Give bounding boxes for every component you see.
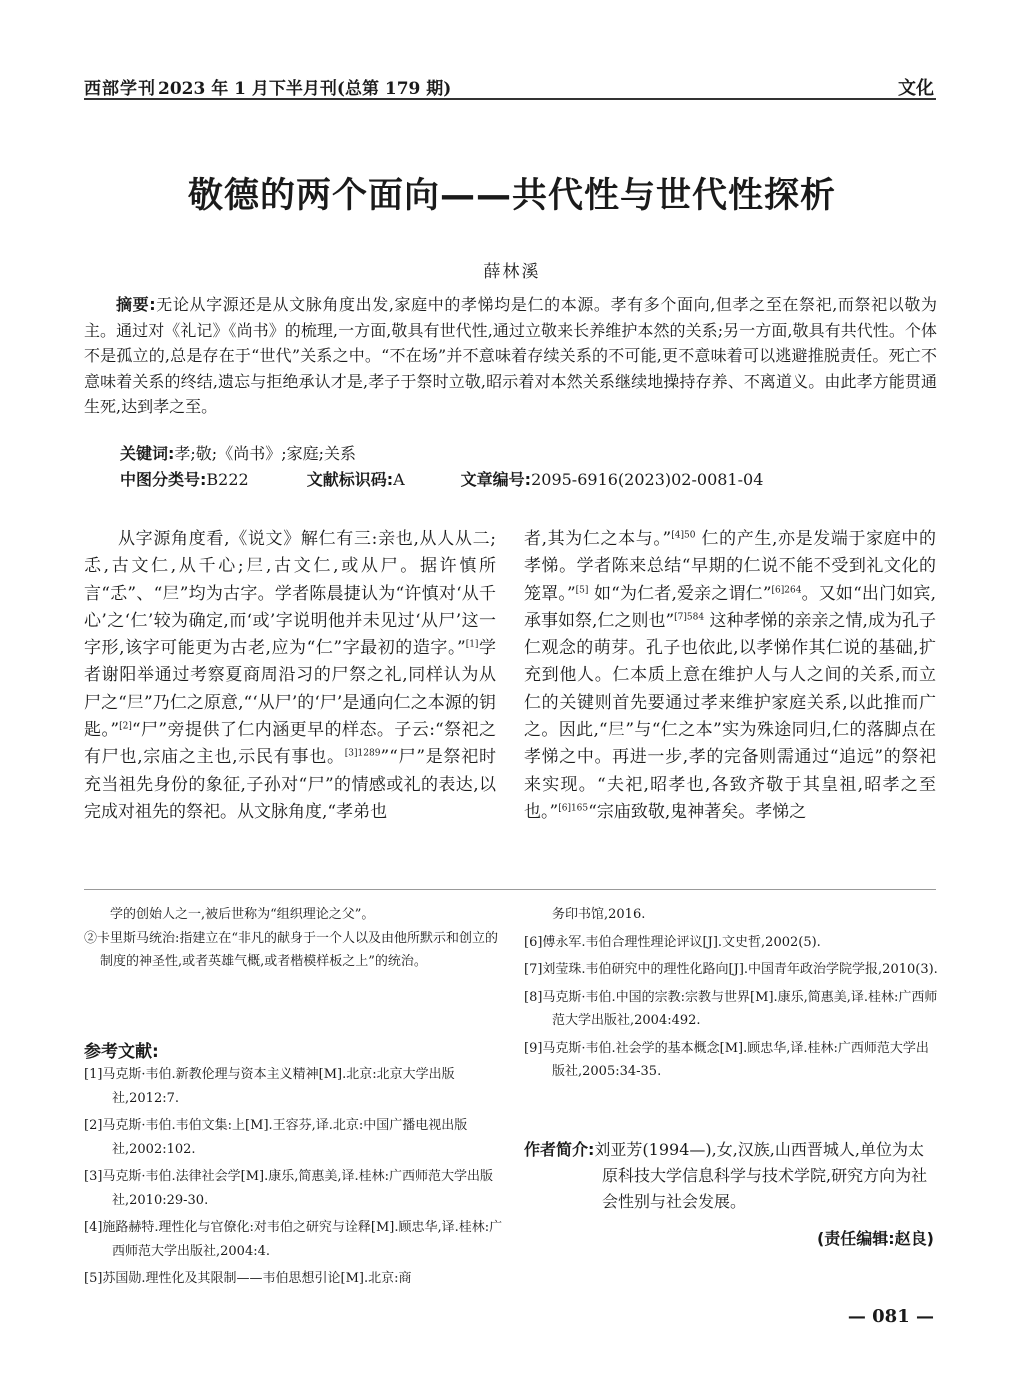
responsible-editor: (责任编辑:赵良)	[816, 1229, 934, 1248]
header-rule	[84, 98, 936, 100]
body-text-run: ”“尸”是祭祀时充当祖先身份的象征,子孙对“尸”的情感或礼的表达,以完成对祖先的祭祀。从文脉角度,“孝弟也	[84, 747, 496, 822]
citation-superscript: [7]584	[674, 612, 705, 623]
article-no-label: 文章编号:	[460, 470, 532, 489]
clc-value: B222	[206, 470, 249, 489]
doc-code-label: 文献标识码:	[306, 470, 394, 489]
citation-superscript: [6]165	[558, 803, 589, 814]
page-number: — 081 —	[847, 1306, 934, 1327]
citation-superscript: [1]	[465, 639, 479, 650]
body-text-run: 从字源角度看,《说文》解仁有三:亲也,从人从二;忎,古文仁,从千心;𡰥,古文仁,或从尸。据许慎所言“忎”、“𡰥”均为古字。学者陈晨捷认为“许慎对‘从千心’之‘仁’较为确定,而‘或’字说明他并未见过‘从尸’这一字形,该字可能更为古老,应为“仁”字最初的造字。”	[84, 529, 496, 659]
body-text-run: 学者谢阳举通过考察夏商周沿习的尸祭之礼,同样认为从尸之“𡰥”乃仁之原意,“‘从尸’的‘尸’是通向仁之本源的钥匙。”	[84, 638, 496, 741]
body-text-run: 。又如“出门如宾,承事如祭,仁之则也”	[524, 583, 936, 631]
author-bio	[524, 1137, 938, 1215]
journal-name: 西部学刊	[84, 79, 156, 99]
body-text-run: 仁的产生,亦是发端于家庭中的孝悌。学者陈来总结“早期的仁说不能不受到礼文化的笼罩。”	[524, 529, 936, 604]
body-column-left	[84, 526, 496, 826]
article-no-value: 2095-6916(2023)02-0081-04	[531, 470, 764, 489]
issue-info: 2023 年 1 月下半月刊(总第 179 期)	[158, 79, 452, 99]
reference-item: [5]苏国勋.理性化及其限制——韦伯思想引论[M].北京:商	[84, 1271, 412, 1286]
citation-superscript: [4]50	[671, 530, 696, 541]
references-right	[524, 903, 938, 1088]
citation-superscript: [2]	[119, 721, 132, 732]
keywords-label: 关键词:	[120, 444, 175, 463]
footnote-item: ②卡里斯马统治:指建立在“非凡的献身于一个人以及由他所默示和创立的制度的神圣性,或者英雄气概,或者楷模样板之上”的统治。	[84, 930, 499, 969]
footnote-rule	[84, 889, 936, 890]
body-text-run: “尸”旁提供了仁内涵更早的样态。子云:“祭祀之有尸也,宗庙之主也,示民有事也。	[84, 720, 496, 768]
body-text-run: 如“为仁者,爱亲之谓仁”	[588, 583, 772, 604]
reference-item: [8]马克斯·韦伯.中国的宗教:宗教与世界[M].康乐,简惠美,译.桂林:广西师范大学出版社,2004:492.	[524, 989, 938, 1028]
reference-item: [6]傅永军.韦伯合理性理论评议[J].文史哲,2002(5).	[524, 934, 821, 950]
clc-label: 中图分类号:	[120, 470, 207, 489]
abstract-label: 摘要:	[116, 295, 156, 314]
body-text-run: 者,其为仁之本与。”	[524, 529, 672, 549]
doc-code-value: A	[393, 470, 405, 489]
article-author: 薛林溪	[483, 262, 541, 282]
reference-item: [1]马克斯·韦伯.新教伦理与资本主义精神[M].北京:北京大学出版社,2012:7.	[84, 1067, 455, 1106]
reference-item: [2]马克斯·韦伯.韦伯文集:上[M].王容芬,译.北京:中国广播电视出版社,2002:102.	[84, 1118, 468, 1157]
reference-item: [9]马克斯·韦伯.社会学的基本概念[M].顾忠华,译.桂林:广西师范大学出版社,2005:34-35.	[524, 1040, 929, 1079]
reference-item: [3]马克斯·韦伯.法律社会学[M].康乐,简惠美,译.桂林:广西师范大学出版社,2010:29-30.	[84, 1169, 494, 1208]
references-left	[84, 1063, 504, 1295]
references-heading: 参考文献:	[84, 1042, 159, 1062]
keywords	[120, 441, 356, 464]
reference-continuation: 务印书馆,2016.	[552, 907, 646, 922]
body-text-run: “宗庙致敬,鬼神著矣。孝悌之	[588, 801, 807, 822]
body-text-run: 这种孝悌的亲亲之情,成为孔子仁观念的萌芽。孔子也依此,以孝悌作其仁说的基础,扩充到他人。仁本质上意在维护人与人之间的关系,而立仁的关键则首先要通过孝来维护家庭关系,以此推而广之。因此,“𡰥”与“仁之本”实为殊途同归,仁的落脚点在孝悌之中。再进一步,孝的完备则需通过“追远”的祭祀来实现。“夫祀,昭孝也,各致齐敬于其皇祖,昭孝之至也。”	[524, 610, 936, 822]
classification-row	[120, 467, 763, 490]
abstract	[84, 292, 937, 420]
citation-superscript: [6]264	[771, 584, 802, 595]
citation-superscript: [5]	[575, 584, 589, 595]
abstract-text: 无论从字源还是从文脉角度出发,家庭中的孝悌均是仁的本源。孝有多个面向,但孝之至在祭祀,而祭祀以敬为主。通过对《礼记》《尚书》的梳理,一方面,敬具有世代性,通过立敬来长养维护本然的关系;另一方面,敬具有共代性。个体不是孤立的,总是存在于“世代”关系之中。“不在场”并不意味着存续关系的不可能,更不意味着可以逃避推脱责任。死亡不意味着关系的终结,遗忘与拒绝承认才是,孝子于祭时立敬,昭示着对本然关系继续地操持存养、不离道义。由此孝方能贯通生死,达到孝之至。	[84, 295, 937, 416]
reference-item: [7]刘莹珠.韦伯研究中的理性化路向[J].中国青年政治学院学报,2010(3).	[524, 962, 938, 977]
keywords-text: 孝;敬;《尚书》;家庭;关系	[174, 444, 356, 463]
running-header	[84, 74, 451, 99]
section-name: 文化	[898, 78, 934, 99]
footnotes	[84, 903, 504, 974]
bio-label: 作者简介:	[524, 1140, 595, 1159]
reference-item: [4]施路赫特.理性化与官僚化:对韦伯之研究与诠释[M].顾忠华,译.桂林:广西师范大学出版社,2004:4.	[84, 1220, 503, 1259]
footnote-continuation: 学的创始人之一,被后世称为“组织理论之父”。	[110, 907, 375, 922]
article-title: 敬德的两个面向——共代性与世代性探析	[187, 176, 836, 216]
bio-text: 刘亚芳(1994—),女,汉族,山西晋城人,单位为太原科技大学信息科学与技术学院,研究方向为社会性别与社会发展。	[594, 1140, 928, 1211]
body-column-right	[524, 526, 936, 826]
citation-superscript: [3]1289	[344, 748, 381, 759]
